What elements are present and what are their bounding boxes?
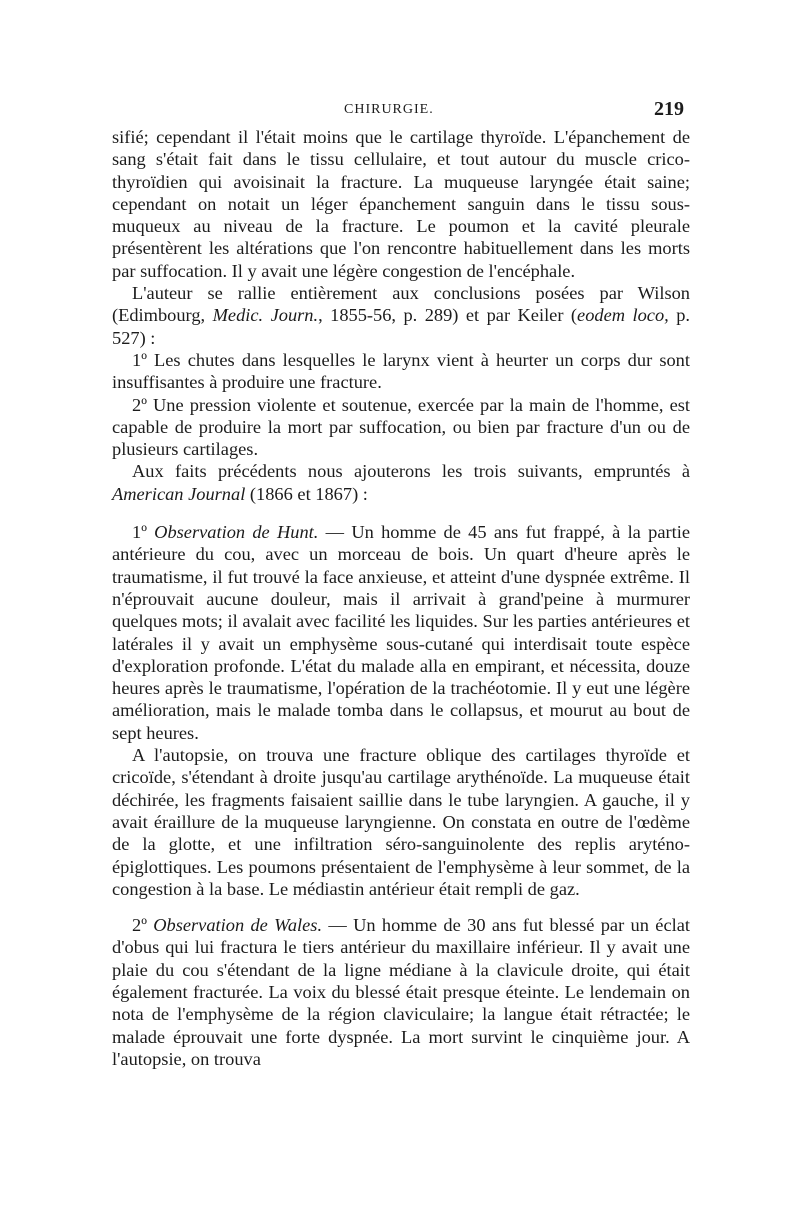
text-span: p. 527) : <box>112 305 691 348</box>
text-span: , 1855-56, p. 289) et par Keiler ( <box>318 305 578 326</box>
text-span: L'auteur se rallie entièrement aux conclusions posées par Wilson (Edimbourg, <box>112 283 690 326</box>
paragraph-intro-cases <box>112 460 690 505</box>
observation-title: Observation de Hunt. <box>154 522 319 543</box>
observation-hunt-autopsy: A l'autopsie, on trouva une fracture oblique des cartilages thyroïde et cricoïde, s'étendant à droite jusqu'au cartilage arythénoïde. La muqueuse était déchirée, les fragments faisaient saillie dans le tube laryngien. A gauche, il y avait éraillure de la muqueuse laryngienne. On constata en outre de l'œdème de la glotte, et une infiltration séro-sanguinolente des replis aryténo-épiglottiques. Les poumons présentaient de l'emphysème à leur sommet, de la congestion à la base. Le médiastin antérieur était rempli de gaz. <box>112 745 690 899</box>
journal-title: Medic. Journ. <box>212 305 319 326</box>
section-gap <box>112 900 690 914</box>
page-number: 219 <box>654 98 684 120</box>
loco-citation: eodem loco, <box>577 305 669 326</box>
text-span: (1866 et 1867) : <box>245 483 368 504</box>
running-head <box>112 96 690 126</box>
observation-title: Observation de Wales. <box>153 915 323 936</box>
observation-wales <box>112 914 690 1070</box>
observation-number: 1º <box>132 522 155 543</box>
text-span: Aux faits précédents nous ajouterons les trois suivants, empruntés à <box>132 461 690 482</box>
paragraph-continuation: sifié; cependant il l'était moins que le cartilage thyroïde. L'épanchement de sang s'était fait dans le tissu cellulaire, et tout autour du muscle crico-thyroïdien qui avoisinait la fracture. La muqueuse laryngée était saine; cependant on notait un léger épanchement sanguin dans le tissu sous-muqueux au niveau de la fracture. Le poumon et la cavité pleurale présentèrent les altérations que l'on rencontre habituellement dans les morts par suffocation. Il y avait une légère congestion de l'encéphale. <box>112 127 690 281</box>
observation-text: — Un homme de 30 ans fut blessé par un éclat d'obus qui lui fractura le tiers antérieur du maxillaire inférieur. Il y avait une plaie du cou s'étendant de la ligne médiane à la clavicule droite, qui était également fracturée. La voix du blessé était presque éteinte. Le lendemain on nota de l'emphysème de la région claviculaire; la langue était rétractée; le malade éprouvait une forte dyspnée. La mort survint le cinquième jour. A l'autopsie, on trouva <box>112 915 690 1069</box>
observation-text: — Un homme de 45 ans fut frappé, à la partie antérieure du cou, avec un morceau de bois. Un quart d'heure après le traumatisme, il fut trouvé la face anxieuse, et atteint d'une dyspnée extrême. Il n'éprouvait aucune douleur, mais il arrivait à grand'peine à murmurer quelques mots; il avalait avec facilité les liquides. Sur les parties antérieures et latérales il y avait un emphysème sous-cutané qui interdisait toute espèce d'exploration profonde. L'état du malade alla en empirant, et nécessita, douze heures après le traumatisme, l'opération de la trachéotomie. Il y eut une légère amélioration, mais le malade tomba dans le collapsus, et mourut au bout de sept heures. <box>112 522 690 743</box>
observation-hunt <box>112 521 690 744</box>
observation-number: 2º <box>132 915 154 936</box>
section-gap <box>112 505 690 521</box>
journal-title: American Journal <box>112 483 246 504</box>
running-head-title: CHIRURGIE. <box>344 102 434 117</box>
body-text <box>112 126 690 1070</box>
conclusion-1: 1º Les chutes dans lesquelles le larynx vient à heurter un corps dur sont insuffisantes à produire une fracture. <box>112 349 690 393</box>
paragraph-wilson-keiler <box>112 282 690 349</box>
conclusion-2: 2º Une pression violente et soutenue, exercée par la main de l'homme, est capable de produire la mort par suffocation, ou bien par fracture d'un ou de plusieurs cartilages. <box>112 394 690 460</box>
book-page <box>112 96 690 1070</box>
